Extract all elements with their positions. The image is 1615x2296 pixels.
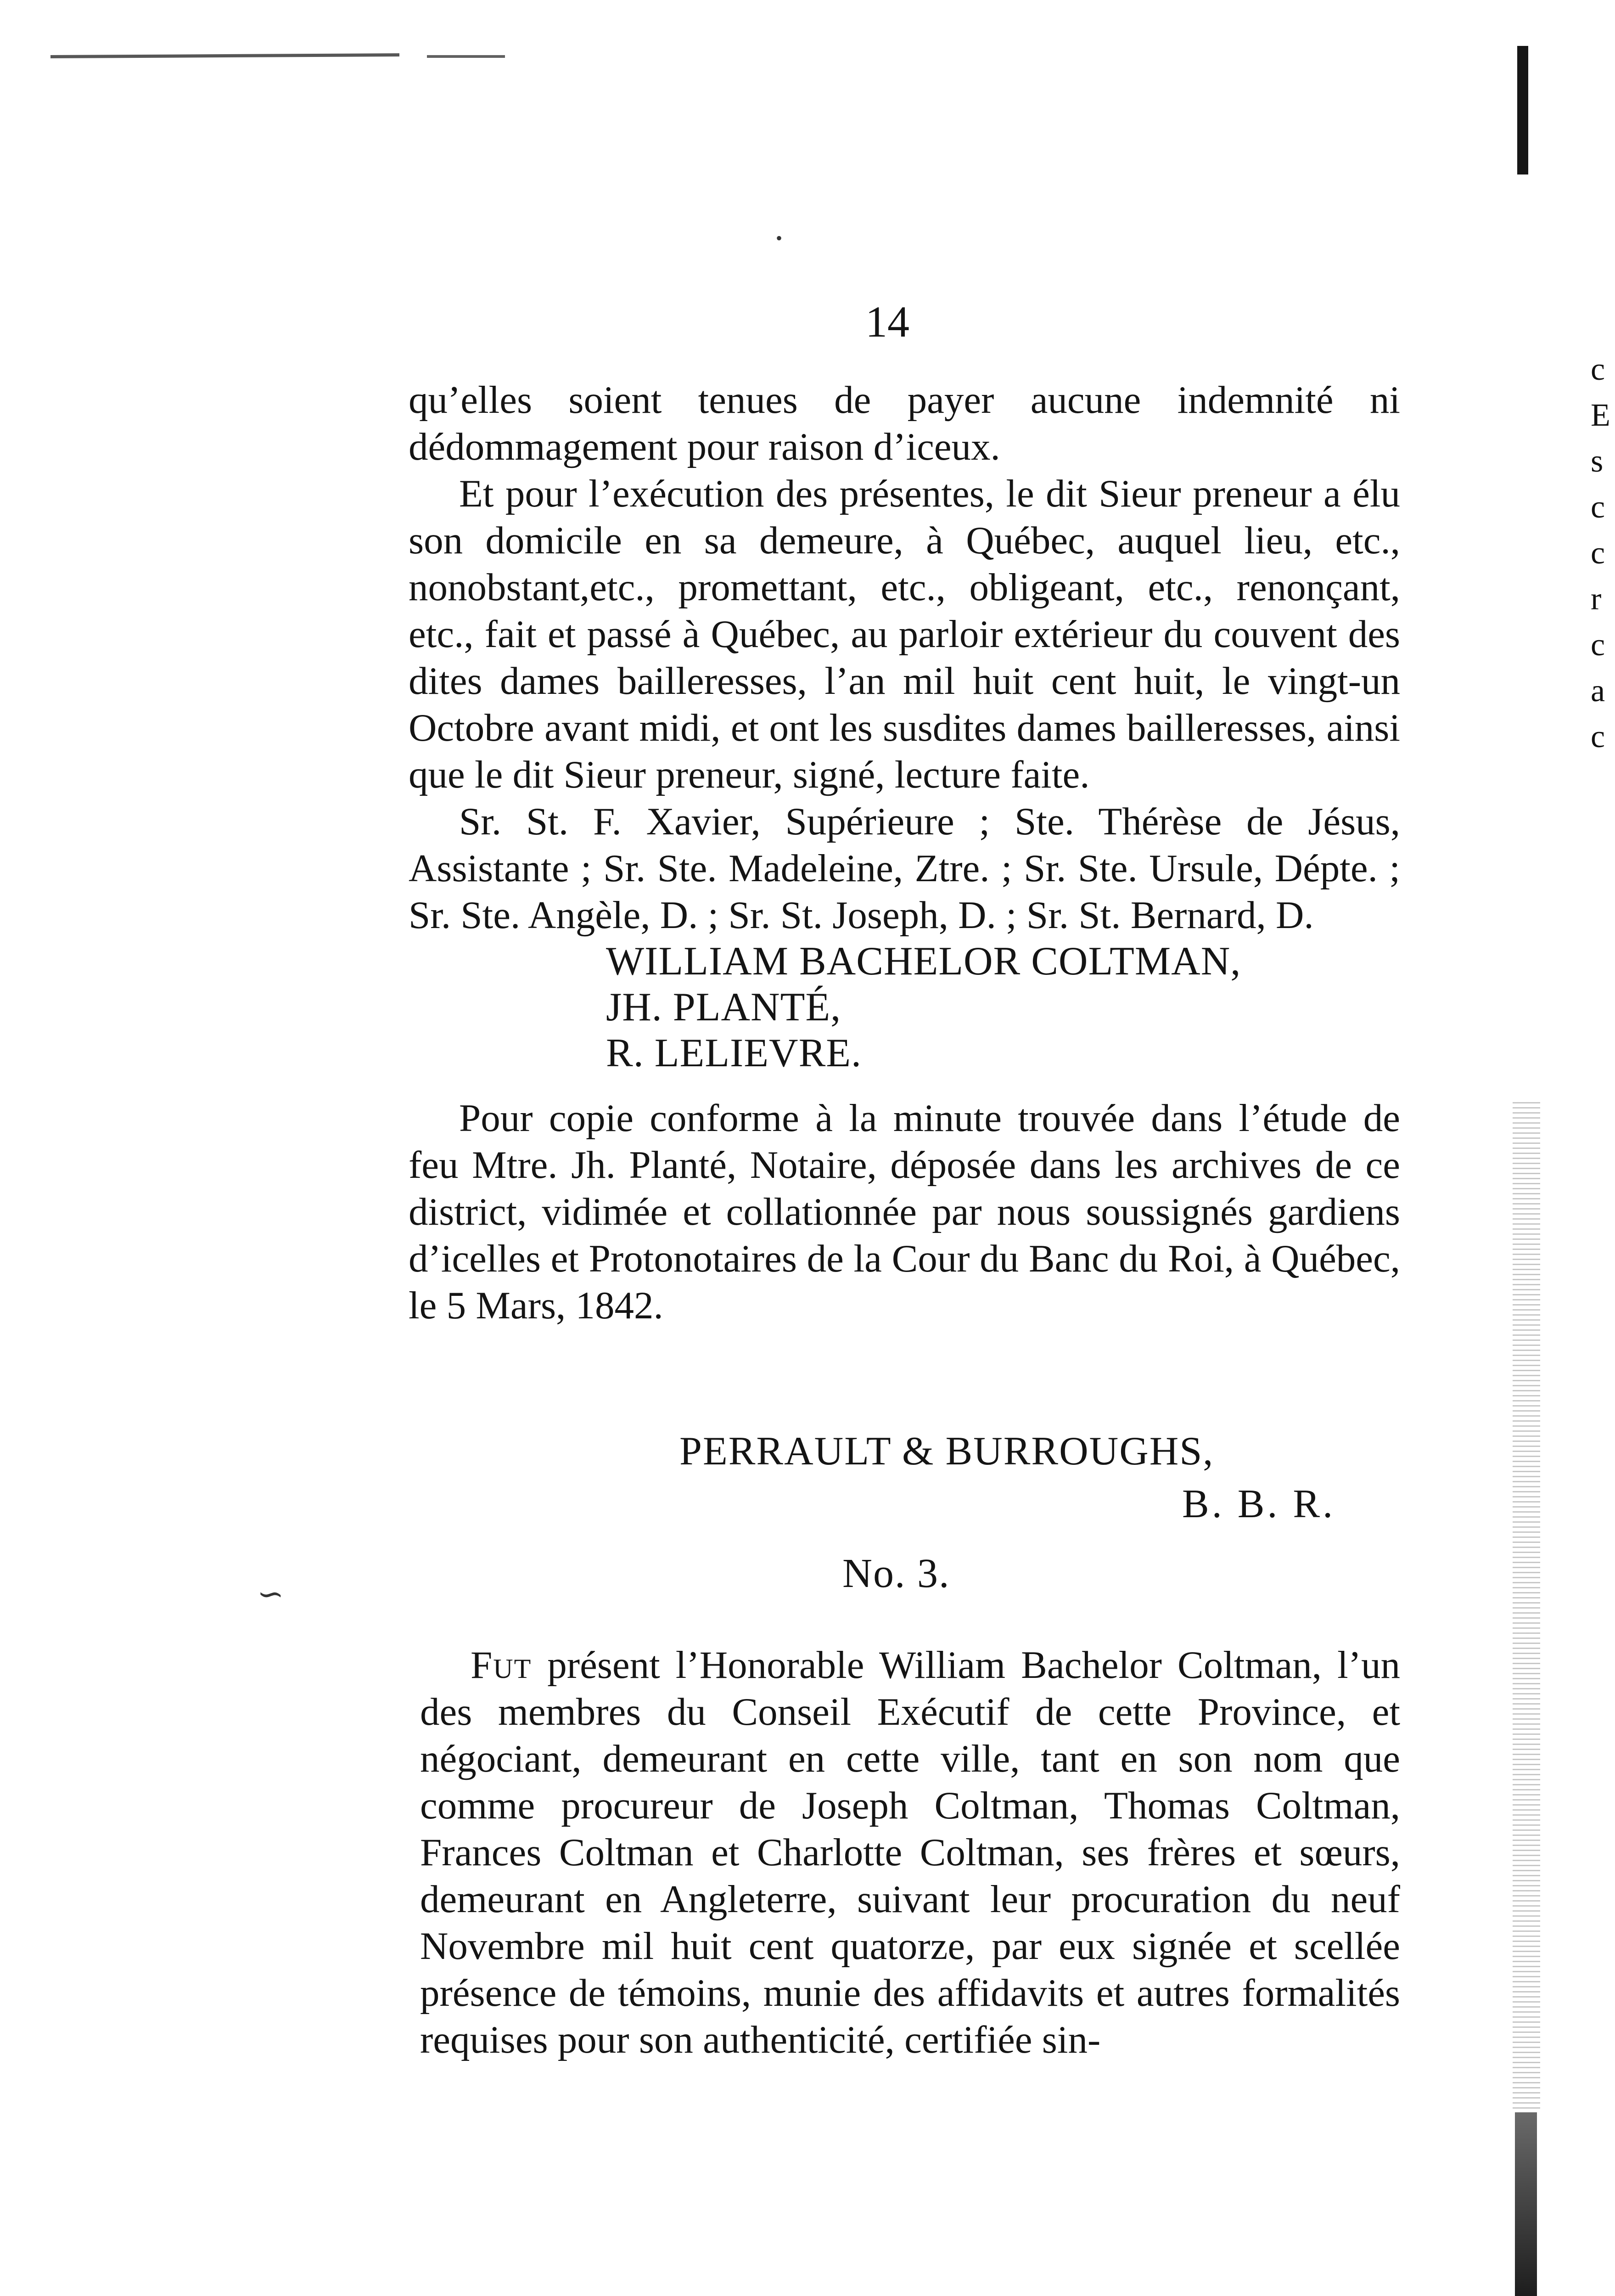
paragraph: qu’elles soient tenues de payer aucune indemnité ni dédommagement pour raison d’iceux. [409, 378, 1400, 468]
scan-top-rule-fragment [427, 55, 505, 58]
scan-top-rule [50, 53, 399, 58]
binding-shadow-top [1517, 46, 1528, 174]
certification-paragraph: Pour copie conforme à la minute trouvée dans l’étude de feu Mtre. Jh. Planté, Notaire, déposée dans les archives de ce district, vidimée et collationnée par nous soussignés gardiens d’icelles et Protonotaires de la Cour du Banc du Roi, à Québec, le 5 Mars, 1842. [409, 1097, 1400, 1327]
signature-line: JH. PLANTÉ, [606, 985, 841, 1030]
certifiers-title: B. B. R. [1182, 1482, 1336, 1526]
edge-letter: s [1591, 444, 1604, 479]
binding-shadow-bottom [1515, 2112, 1537, 2296]
edge-letter: c [1591, 719, 1605, 754]
signature-line: R. LELIEVRE. [606, 1031, 862, 1075]
margin-pencil-mark: ∽ [257, 1577, 284, 1612]
paragraph: Sr. St. F. Xavier, Supérieure ; Ste. Thérèse de Jésus, Assistante ; Sr. Ste. Madeleine, Ztre. ; Sr. Ste. Ursule, Dépte. ; Sr. Ste. Angèle, D. ; Sr. St. Joseph, D. ; Sr. St. Bernard, D. [409, 800, 1400, 937]
edge-letter: c [1591, 535, 1605, 571]
section-heading: No. 3. [842, 1551, 950, 1596]
page-number: 14 [865, 297, 909, 346]
signature-line: WILLIAM BACHELOR COLTMAN, [606, 939, 1241, 984]
edge-letter: c [1591, 490, 1605, 525]
edge-letter: E [1591, 398, 1610, 433]
paragraph [420, 1642, 1400, 2063]
edge-letter: a [1591, 673, 1605, 709]
binding-speckle [1513, 1102, 1540, 2112]
paragraph-text: présent l’Honorable William Bachelor Coltman, l’un des membres du Conseil Exécutif de cette Province, et négociant, demeurant en cette ville, tant en son nom que comme procureur de Joseph Coltman, Thomas Coltman, Frances Coltman et Charlotte Coltman, ses frères et sœurs, demeurant en Angleterre, suivant leur procuration du neuf Novembre mil huit cent quatorze, par eux signée et scellée présence de témoins, munie des affidavits et autres formalités requises pour son authenticité, certifiée sin- [420, 1643, 1400, 2061]
edge-letter: c [1591, 627, 1605, 663]
paragraph-lead: Fut [471, 1643, 532, 1687]
certifiers-names: PERRAULT & BURROUGHS, [679, 1429, 1214, 1474]
adjacent-page-edge [1591, 347, 1615, 760]
edge-letter: c [1591, 352, 1605, 387]
paragraph: Et pour l’exécution des présentes, le dit Sieur preneur a élu son domicile en sa demeure, à Québec, auquel lieu, etc., nonobstant,etc., promettant, etc., obligeant, etc., renonçant, etc., fait et passé à Québec, au parloir extérieur du couvent des dites dames bailleresses, l’an mil huit cent huit, le vingt-un Octobre avant midi, et ont les susdites dames bailleresses, ainsi que le dit Sieur preneur, signé, lecture faite. [409, 472, 1400, 796]
section-body [420, 1642, 1400, 2063]
deed-body [409, 377, 1400, 1329]
scan-dot: • [776, 228, 783, 248]
edge-letter: r [1591, 581, 1602, 617]
